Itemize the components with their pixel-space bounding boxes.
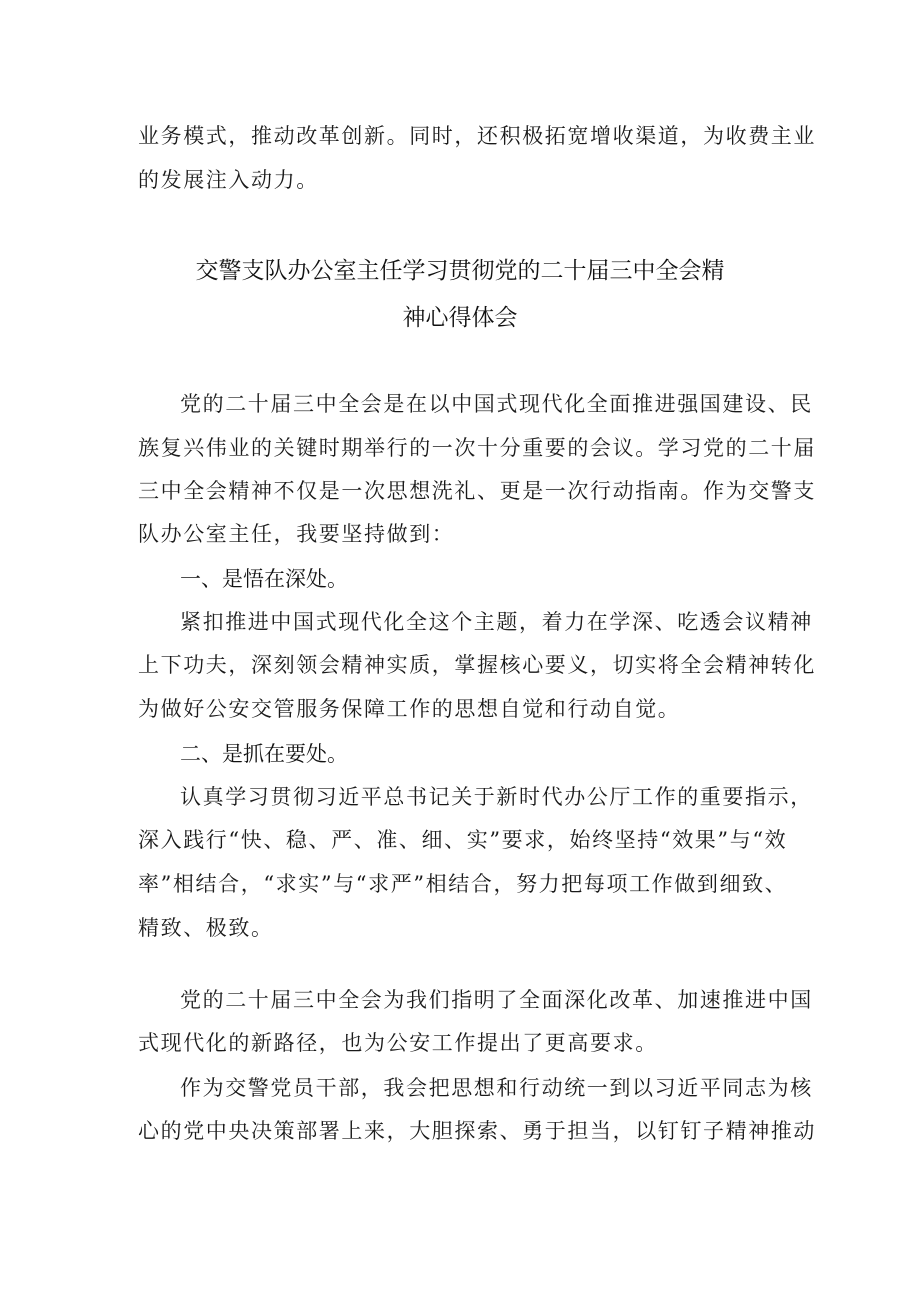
- para2-line-2: 式现代化的新路径，也为公安工作提出了更高要求。: [138, 1031, 658, 1055]
- section2-line-1: 认真学习贯彻习近平总书记关于新时代办公厅工作的重要指示，: [180, 785, 813, 809]
- section1-line-1: 紧扣推进中国式现代化全这个主题，着力在学深、吃透会议精神: [180, 610, 813, 634]
- section-heading-2: 二、是抓在要处。: [180, 742, 348, 766]
- para2-line-1: 党的二十届三中全会为我们指明了全面深化改革、加速推进中国: [180, 988, 813, 1012]
- section2-line-2: 深入践行“快、稳、严、准、细、实”要求，始终坚持“效果”与“效: [138, 828, 788, 852]
- continuation-line-1: 业务模式，推动改革创新。同时，还积极拓宽增收渠道，为收费主业: [138, 124, 816, 148]
- intro-line-4: 队办公室主任，我要坚持做到：: [138, 522, 455, 546]
- section-heading-1: 一、是悟在深处。: [180, 567, 348, 591]
- intro-line-1: 党的二十届三中全会是在以中国式现代化全面推进强国建设、民: [180, 392, 813, 416]
- continuation-line-2: 的发展注入动力。: [138, 168, 319, 192]
- section1-line-2: 上下功夫，深刻领会精神实质，掌握核心要义，切实将全会精神转化: [138, 653, 816, 677]
- document-title-line-2: 神心得体会: [402, 305, 518, 331]
- para3-line-2: 心的党中央决策部署上来，大胆探索、勇于担当，以钉钉子精神推动: [138, 1119, 816, 1143]
- intro-line-3: 三中全会精神不仅是一次思想洗礼、更是一次行动指南。作为交警支: [138, 479, 816, 503]
- intro-line-2: 族复兴伟业的关键时期举行的一次十分重要的会议。学习党的二十届: [138, 436, 816, 460]
- para3-line-1: 作为交警党员干部，我会把思想和行动统一到以习近平同志为核: [180, 1076, 813, 1100]
- section1-line-3: 为做好公安交管服务保障工作的思想自觉和行动自觉。: [138, 697, 681, 721]
- section2-line-3: 率”相结合，“求实”与“求严”相结合，努力把每项工作做到细致、: [138, 872, 788, 896]
- section2-line-4: 精致、极致。: [138, 916, 274, 940]
- document-title-line-1: 交警支队办公室主任学习贯彻党的二十届三中全会精: [195, 258, 725, 284]
